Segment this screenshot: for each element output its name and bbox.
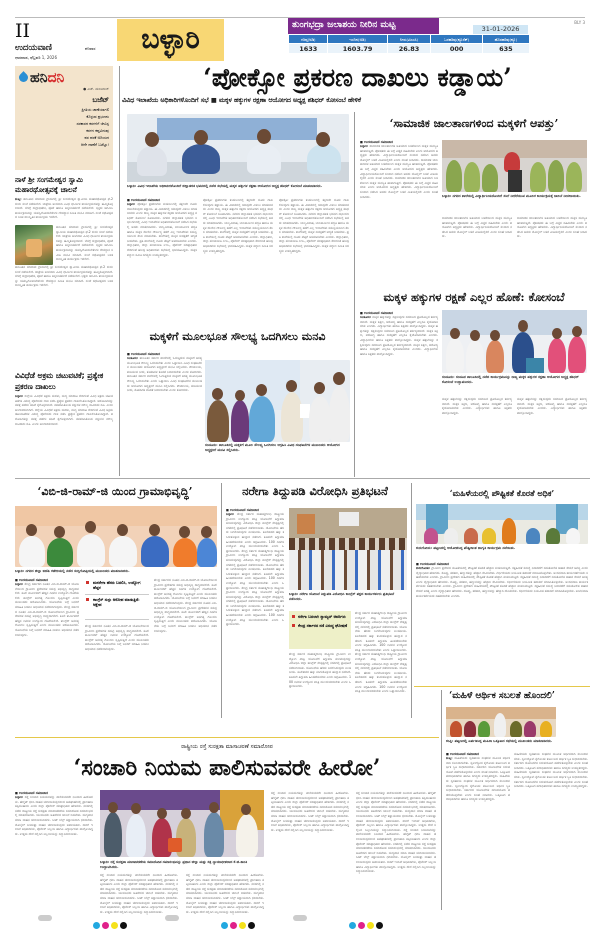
value-inflow: 000 [431, 44, 482, 54]
byline: ■ ಉದಯವಾಣಿ ಸಮಾಚಾರ [360, 311, 438, 315]
vbg-body [15, 578, 217, 718]
column-divider [221, 483, 222, 718]
article-body: ಬಳ್ಳಾರಿ: ಸಾಮಾಜಿಕ ಜಾಲತಾಣಗಳ ಅತಿಯಾದ ಬಳಕೆಯಿಂದ ಮಕ್ಕಳ ಮನಸ್ಥಿತಿ ಹಾಳಾಗುತ್ತಿದೆ. ಪೋಷಕರು ಈ ಬಗ್ಗೆ ಎಚ್ಚರ ವಹಿಸಬೇಕು ಎಂದು ಆಯೋಗದ ಅಧ್ಯಕ್ಷರು ಹೇಳಿದರು. ವಿದ್ಯಾರ್ಥಿನಿಯರೊಂದಿಗೆ ಸಂವಾದ ನಡೆಸಿದ ಅವರು ಮೊಬೈಲ್ ಬಳಕೆ ಮಿತಿಯಲ್ಲಿರಲಿ ಎಂದು ಸಲಹೆ ನೀಡಿದರು. ಸಾಮಾಜಿಕ ಜಾಲತಾಣಗಳ ಅತಿಯಾದ ಬಳಕೆಯಿಂದ ಮಕ್ಕಳ ಮನಸ್ಥಿತಿ ಹಾಳಾಗುತ್ತಿದೆ. ಪೋಷಕರು ಈ ಬಗ್ಗೆ ಎಚ್ಚರ ವಹಿಸಬೇಕು ಎಂದು ಆಯೋಗದ ಅಧ್ಯಕ್ಷರು ಹೇಳಿದರು. ವಿದ್ಯಾರ್ಥಿನಿಯರೊಂದಿಗೆ ಸಂವಾದ ನಡೆಸಿದ ಅವರು ಮೊಬೈಲ್ ಬಳಕೆ ಮಿತಿಯಲ್ಲಿರಲಿ ಎಂದು ಸಲಹೆ ನೀಡಿದರು. ಸಾಮಾಜಿಕ ಜಾಲತಾಣಗಳ ಅತಿಯಾದ ಬಳಕೆಯಿಂದ ಮಕ್ಕಳ ಮನಸ್ಥಿತಿ ಹಾಳಾಗುತ್ತಿದೆ. ಪೋಷಕರು ಈ ಬಗ್ಗೆ ಎಚ್ಚರ ವಹಿಸಬೇಕು ಎಂದು ಆಯೋಗದ ಅಧ್ಯಕ್ಷರು ಹೇಳಿದರು. ವಿದ್ಯಾರ್ಥಿನಿಯರೊಂದಿಗೆ ಸಂವಾದ ನಡೆಸಿದ ಅವರು ಮೊಬೈಲ್ ಬಳಕೆ ಮಿತಿಯಲ್ಲಿರಲಿ ಎಂದು ಸಲಹೆ ನೀಡಿದರು. [360, 144, 439, 199]
value-today: 1603.79 [328, 44, 387, 54]
poem-line: ಸರಕಾರದ ಕರಗಳಿಗೆ ಜೀವಿಸ್ಸ [76, 121, 109, 126]
lead-caption: ಬಳ್ಳಾರಿ: ವಿವಿಧ ಇಲಾಖೆಯ ಅಧಿಕಾರಿಗಳೊಂದಿಗೆ ಜಿಲ್ಲಾಡಳಿತ ಭವನದಲ್ಲಿ ನಡೆದ ಸಭೆಯಲ್ಲಿ ಮಕ್ಕಳ ಹಕ್ಕುಗಳ ರಕ್ಷಣಾ ಆಯೋಗದ ಅಧ್ಯಕ್ಷ ಶಶಿಧರ್ ಕೋಸಂಬೆ ಮಾತನಾಡಿದರು. [127, 184, 323, 188]
article-body: ತಾಲೂಕಿನ ಮಾರಾಳು ಗ್ರಾಮದಲ್ಲಿ ಶ್ರೀ ಸಂಗಮೇಶ್ವರ ಸ್ವಾಮಿಯ ಮಹಾರಥೋತ್ಸವ ಫೆ.2 ರಂದು ಸಂಜೆ ನಡೆಯಲಿದೆ. ಜಾತ್ರೆಯ ಅಂಗವಾಗಿ ವಿವಿಧ ಧಾರ್ಮಿಕ ಕಾರ್ಯಕ್ರಮಗಳನ್ನು ಹಮ್ಮಿಕೊಳ್ಳಲಾಗಿದೆ. ಬೆಳಗ್ಗೆ ರುದ್ರಾಭಿಷೇಕ, ಪೂಜೆ ಹಾಗೂ ಅನ್ನಸಂತರ್ಪಣೆ ನಡೆಯಲಿದೆ. ಭಕ್ತರು ಆಗಮಿಸಿ ಕಾರ್ಯಕ್ರಮವನ್ನು ಯಶಸ್ವಿಗೊಳಿಸಬೇಕೆಂದು ದೇವಸ್ಥಾನ ಸಮಿತಿ ಮನವಿ ಮಾಡಿದೆ. ಸಂಜೆ ರಥೋತ್ಸವದ ಬಳಿಕ ಸಾಂಸ್ಕೃತಿಕ ಕಾರ್ಯಕ್ರಮ ಇರಲಿದೆ. [56, 225, 113, 262]
protest-caption: ಬಳ್ಳಾರಿ: ನರೇಗಾ ಯೋಜನೆ ತಿದ್ದುಪಡಿ ವಿರೋಧಿಸಿ ಕಾಂಗ್ರೆಸ್ ಪಕ್ಷದ ಕಾರ್ಯಕರ್ತರು ಪ್ರತಿಭಟನೆ ನಡೆಸಿದರು. [289, 592, 395, 601]
nutrition-photo [416, 504, 588, 544]
byline: ■ ಉದಯವಾಣಿ ಸಮಾಚಾರ [360, 140, 438, 144]
poem-line: ಪರ ಪರಕೆ ಅದಿಯದ [84, 135, 109, 140]
header-inflow: ಒಳಹರಿವು(ಕ್ಯೂಸೆಕ್) [431, 35, 482, 44]
highlights-box [289, 611, 351, 649]
article-body: ಪೋಕ್ಸೋ ಪ್ರಕರಣಗಳು ಕಂಡುಬಂದಲ್ಲಿ ತಕ್ಷಣವೇ ದೂರು ದಾಖಲಿಸುವುದು ಕಡ್ಡಾಯ. ಈ ವಿಚಾರದಲ್ಲಿ ಯಾವುದೇ ವಿಳಂಬ ಮಾಡಬಾರದು ಎಂದು ರಾಜ್ಯ ಮಕ್ಕಳ ಹಕ್ಕುಗಳ ರಕ್ಷಣಾ ಆಯೋಗದ ಅಧ್ಯಕ್ಷ ಶಶಿಧರ್ ಕೋಸಂಬೆ ಸೂಚಿಸಿದರು. ನಗರದ ಜಿಲ್ಲಾಡಳಿತ ಭವನದ ಸಭಾಂಗಣದಲ್ಲಿ ವಿವಿಧ ಇಲಾಖೆಗಳ ಅಧಿಕಾರಿಗಳೊಂದಿಗೆ ನಡೆಸಿದ ಸಭೆಯಲ್ಲಿ ಅವರು ಮಾತನಾಡಿದರು. ಬಾಲ್ಯವಿವಾಹ, ಬಾಲಕಾರ್ಮಿಕ ಪದ್ಧತಿ ಹಾಗೂ ಮಕ್ಕಳ ಮೇಲಿನ ದೌರ್ಜನ್ಯ ತಡೆಗೆ ಎಲ್ಲ ಇಲಾಖೆಗಳು ಸಮನ್ವಯದಿಂದ ಕೆಲಸ ಮಾಡಬೇಕು. ಶಾಲೆಗಳಲ್ಲಿ ಮಕ್ಕಳ ಸುರಕ್ಷತೆಗೆ ಆದ್ಯತೆ ನೀಡಬೇಕು. ಪ್ರತಿ ಶಾಲೆಯಲ್ಲಿ ದೂರು ಪೆಟ್ಟಿಗೆ ಅಳವಡಿಸಬೇಕು ಎಂದರು. ಜಿಲ್ಲಾಧಿಕಾರಿ, ಜಿಲ್ಲಾ ಪಂಚಾಯಿತಿ ಸಿಇಒ, ಪೊಲೀಸ್ ವರಿಷ್ಠಾಧಿಕಾರಿ ಸೇರಿದಂತೆ ಹಲವು ಅಧಿಕಾರಿಗಳು ಸಭೆಯಲ್ಲಿ ಭಾಗವಹಿಸಿದ್ದರು. ಮಕ್ಕಳ ಕಲ್ಯಾಣ ಸಮಿತಿ ಸದಸ್ಯರು ಉಪಸ್ಥಿತರಿದ್ದರು. [203, 198, 273, 253]
water-drop-icon [17, 71, 30, 84]
cmyk-dots [348, 914, 384, 933]
paper-name: ಉದಯವಾಣಿ [15, 43, 52, 53]
article-body: ಸಂಡೂರು: ತಾಲೂಕಿನ ಸರ್ಕಾರಿ ಶಾಲೆಗಳಲ್ಲಿ ಓದುತ್ತಿರುವ ಮಕ್ಕಳಿಗೆ ಅಗತ್ಯ ಮೂಲಭೂತ ಸೌಲಭ್ಯ ಒದಗಿಸಬೇಕು ಎಂದು ಒತ್ತಾಯಿಸಿ ವಿವಿಧ ಸಂಘಟನೆಗಳ ಮುಖಂಡರು ಆಯೋಗದ ಅಧ್ಯಕ್ಷರಿಗೆ ಮನವಿ ಸಲ್ಲಿಸಿದರು. ಶೌಚಾಲಯ, ಕುಡಿಯುವ ನೀರು, ಕೊಠಡಿಗಳ ಕೊರತೆ ನಿವಾರಿಸಬೇಕು ಎಂದು ಕೋರಿದರು. ತಾಲೂಕಿನ ಸರ್ಕಾರಿ ಶಾಲೆಗಳಲ್ಲಿ ಓದುತ್ತಿರುವ ಮಕ್ಕಳಿಗೆ ಅಗತ್ಯ ಮೂಲಭೂತ ಸೌಲಭ್ಯ ಒದಗಿಸಬೇಕು ಎಂದು ಒತ್ತಾಯಿಸಿ ವಿವಿಧ ಸಂಘಟನೆಗಳ ಮುಖಂಡರು ಆಯೋಗದ ಅಧ್ಯಕ್ಷರಿಗೆ ಮನವಿ ಸಲ್ಲಿಸಿದರು. ಶೌಚಾಲಯ, ಕುಡಿಯುವ ನೀರು, ಕೊಠಡಿಗಳ ಕೊರತೆ ನಿವಾರಿಸಬೇಕು ಎಂದು ಕೋರಿದರು. [127, 356, 203, 393]
women-2-headline: ‘ಮಹಿಳೆ ಆರ್ಥಿಕ ಸಬಲತೆ ಹೊಂದಲಿ’ [449, 691, 555, 701]
cmyk-dots [220, 914, 256, 933]
poem-line: ಆದೇ ದಾಣೆಗೆ ಬಜೆಟ್ಟು! [80, 142, 109, 147]
nutrition-caption: ಕುರುಗೋಡು: ಪಟ್ಟಣದಲ್ಲಿ ಆಯೋಜಿಸಿದ್ದ ಪೌಷ್ಟಿಕಾಂಶ ಜಾಗೃತಿ ಕಾರ್ಯಕ್ರಮ ನಡೆಯಿತು. [416, 546, 516, 550]
narega-headline: ನರೇಗಾ ತಿದ್ದುಪಡಿ ವಿರೋಧಿಸಿ ಪ್ರತಿಭಟನೆ [242, 484, 388, 498]
city-title-box [117, 19, 224, 61]
page-number: II [15, 20, 31, 42]
dateline: ಸಂಡೂರು: [360, 315, 372, 319]
article-body: ಕೇಂದ್ರ ಸರ್ಕಾರದ ನೂತನ ವಿಬಿ-ಜಿ-ರಾಮ್-ಜಿ ಯೋಜನೆಯಿಂದ ಗ್ರಾಮೀಣ ಪ್ರದೇಶಗಳ ಸಮಗ್ರ ಅಭಿವೃದ್ಧಿ ಸಾಧ್ಯವಾಗಲಿದೆ. ಕೂಲಿ ಕಾರ್ಮಿಕರಿಗೆ ಹೆಚ್ಚಿನ ದಿನಗಳ ಉದ್ಯೋಗ ದೊರೆಯಲಿದೆ. ಕಾಂಗ್ರೆಸ್ ಅನಗತ್ಯ ಗೊಂದಲ ಸೃಷ್ಟಿಸುತ್ತಿದೆ ಎಂದು ಮುಖಂಡರು ಆರೋಪಿಸಿದರು. ಯೋಜನೆಯ ಬಗ್ಗೆ ಜನರಿಗೆ ಮಾಹಿತಿ ನೀಡಲು ಅಭಿಯಾನ ನಡೆಸಲಾಗುವುದು. [85, 624, 149, 651]
hani-dani-heading: ಬಜೆಟ್ [92, 96, 109, 104]
water-level-table [288, 34, 530, 54]
women-meeting-caption: ಕಂಪ್ಲಿ: ಪಟ್ಟಣದಲ್ಲಿ ಏರ್ಪಡಿಸಿದ್ದ ಮಹಿಳಾ ಒಕ್ಕೂಟದ ಸಭೆಯಲ್ಲಿ ಮುಖಂಡರು ಮಾತನಾಡಿದರು. [446, 739, 553, 743]
pledge-photo [442, 310, 587, 373]
byline: ■ ಉದಯವಾಣಿ ಸಮಾಚಾರ [127, 352, 202, 356]
article-body [15, 197, 113, 223]
column-divider [354, 112, 355, 477]
page-code: BLY 3 [574, 20, 585, 25]
water-level-date: 31-01-2026 [473, 25, 528, 34]
registration-pill [165, 915, 179, 921]
women-2-story [446, 752, 510, 906]
right-story-1-headline: ‘ಸಾಮಾಜಿಕ ಜಾಲತಾಣಗಳಿಂದ ಮಕ್ಕಳಿಗೆ ಆಪತ್ತು’ [389, 117, 559, 130]
article-body: ಸಾಮಾಜಿಕ ಜಾಲತಾಣಗಳ ಅತಿಯಾದ ಬಳಕೆಯಿಂದ ಮಕ್ಕಳ ಮನಸ್ಥಿತಿ ಹಾಳಾಗುತ್ತಿದೆ. ಪೋಷಕರು ಈ ಬಗ್ಗೆ ಎಚ್ಚರ ವಹಿಸಬೇಕು ಎಂದು ಆಯೋಗದ ಅಧ್ಯಕ್ಷರು ಹೇಳಿದರು. ವಿದ್ಯಾರ್ಥಿನಿಯರೊಂದಿಗೆ ಸಂವಾದ ನಡೆಸಿದ ಅವರು ಮೊಬೈಲ್ ಬಳಕೆ ಮಿತಿಯಲ್ಲಿರಲಿ ಎಂದು ಸಲಹೆ ನೀಡಿದರು. [442, 216, 512, 239]
article-body: ರಸ್ತೆ ಸಂಚಾರ ನಿಯಮಗಳನ್ನು ಪಾಲಿಸುವವರೇ ನಿಜವಾದ ಹೀರೋಗಳು. ಹೆಲ್ಮೆಟ್ ಧರಿಸಿ ವಾಹನ ಚಲಾಯಿಸುವುದರಿಂದ ಅಪಘಾತಗಳಲ್ಲಿ ಪ್ರಾಣಹಾನಿ ತಪ್ಪಿಸಬಹುದು ಎಂದು ಜಿಲ್ಲಾ ಪೊಲೀಸ್ ವರಿಷ್ಠಾಧಿಕಾರಿ ಹೇಳಿದರು. ನಗರದಲ್ಲಿ ನಡೆದ ರಾಷ್ಟ್ರೀಯ ರಸ್ತೆ ಸುರಕ್ಷತಾ ಮಾಸಾಚರಣೆಯ ಸಮಾರೋಪ ಸಮಾರಂಭದಲ್ಲಿ ಮಾತನಾಡಿದರು. ಯುವಜನರು ಅತಿವೇಗದ ಚಾಲನೆ ಬಿಡಬೇಕು. ಮದ್ಯಪಾನ ಮಾಡಿ ವಾಹನ ಚಲಾಯಿಸಬಾರದು. ಸೀಟ್ ಬೆಲ್ಟ್ ಕಡ್ಡಾಯವಾಗಿ ಧರಿಸಬೇಕು. ಮೊಬೈಲ್ ಬಳಸುತ್ತಾ ವಾಹನ ಚಲಾಯಿಸುವುದು ಅಪಾಯಕಾರಿ. ಸಾರಿಗೆ ಇಲಾಖೆ ಅಧಿಕಾರಿಗಳು, ಪೊಲೀಸ್ ಸಿಬ್ಬಂದಿ ಹಾಗೂ ವಿದ್ಯಾರ್ಥಿಗಳು ಪಾಲ್ಗೊಂಡಿದ್ದರು. ಉತ್ತಮ ಸೇವೆ ಸಲ್ಲಿಸಿದ ಸಿಬ್ಬಂದಿಯನ್ನು ಸನ್ಮಾನಿಸಲಾಯಿತು. [100, 873, 178, 914]
dateline: ಬಳ್ಳಾರಿ: [15, 394, 24, 398]
lead-photo [127, 114, 349, 182]
registration-pill [293, 915, 307, 921]
dateline: ಸಂಡೂರು: [127, 356, 139, 360]
byline: ■ ಉದಯವಾಣಿ ಸಮಾಚಾರ [127, 198, 197, 202]
poem-line: ಪ್ರೀತಿಯ ಜಾಣೆಯಾಗಲಿ [81, 107, 109, 112]
right-story-2 [360, 311, 438, 475]
article-body: ರಸ್ತೆ ಸಂಚಾರ ನಿಯಮಗಳನ್ನು ಪಾಲಿಸುವವರೇ ನಿಜವಾದ ಹೀರೋಗಳು. ಹೆಲ್ಮೆಟ್ ಧರಿಸಿ ವಾಹನ ಚಲಾಯಿಸುವುದರಿಂದ ಅಪಘಾತಗಳಲ್ಲಿ ಪ್ರಾಣಹಾನಿ ತಪ್ಪಿಸಬಹುದು ಎಂದು ಜಿಲ್ಲಾ ಪೊಲೀಸ್ ವರಿಷ್ಠಾಧಿಕಾರಿ ಹೇಳಿದರು. ನಗರದಲ್ಲಿ ನಡೆದ ರಾಷ್ಟ್ರೀಯ ರಸ್ತೆ ಸುರಕ್ಷತಾ ಮಾಸಾಚರಣೆಯ ಸಮಾರೋಪ ಸಮಾರಂಭದಲ್ಲಿ ಮಾತನಾಡಿದರು. ಯುವಜನರು ಅತಿವೇಗದ ಚಾಲನೆ ಬಿಡಬೇಕು. ಮದ್ಯಪಾನ ಮಾಡಿ ವಾಹನ ಚಲಾಯಿಸಬಾರದು. ಸೀಟ್ ಬೆಲ್ಟ್ ಕಡ್ಡಾಯವಾಗಿ ಧರಿಸಬೇಕು. ಮೊಬೈಲ್ ಬಳಸುತ್ತಾ ವಾಹನ ಚಲಾಯಿಸುವುದು ಅಪಾಯಕಾರಿ. ಸಾರಿಗೆ ಇಲಾಖೆ ಅಧಿಕಾರಿಗಳು, ಪೊಲೀಸ್ ಸಿಬ್ಬಂದಿ ಹಾಗೂ ವಿದ್ಯಾರ್ಥಿಗಳು ಪಾಲ್ಗೊಂಡಿದ್ದರು. ಉತ್ತಮ ಸೇವೆ ಸಲ್ಲಿಸಿದ ಸಿಬ್ಬಂದಿಯನ್ನು ಸನ್ಮಾನಿಸಲಾಯಿತು. [271, 791, 349, 832]
hani-dani-author: ● ಎಚ್. ಡುಂಡಿರಾಜ್ [83, 87, 109, 91]
registration-marks [0, 912, 600, 924]
temple-photo [15, 225, 53, 265]
right-story-1 [360, 140, 438, 288]
protest-photo [289, 508, 407, 590]
article-body: ಬಳ್ಳಾರಿ: ಕೇಂದ್ರ ಸರ್ಕಾರದ ನೂತನ ವಿಬಿ-ಜಿ-ರಾಮ್-ಜಿ ಯೋಜನೆಯಿಂದ ಗ್ರಾಮೀಣ ಪ್ರದೇಶಗಳ ಸಮಗ್ರ ಅಭಿವೃದ್ಧಿ ಸಾಧ್ಯವಾಗಲಿದೆ. ಕೂಲಿ ಕಾರ್ಮಿಕರಿಗೆ ಹೆಚ್ಚಿನ ದಿನಗಳ ಉದ್ಯೋಗ ದೊರೆಯಲಿದೆ. ಕಾಂಗ್ರೆಸ್ ಅನಗತ್ಯ ಗೊಂದಲ ಸೃಷ್ಟಿಸುತ್ತಿದೆ ಎಂದು ಮುಖಂಡರು ಆರೋಪಿಸಿದರು. ಯೋಜನೆಯ ಬಗ್ಗೆ ಜನರಿಗೆ ಮಾಹಿತಿ ನೀಡಲು ಅಭಿಯಾನ ನಡೆಸಲಾಗುವುದು. ಕೇಂದ್ರ ಸರ್ಕಾರದ ನೂತನ ವಿಬಿ-ಜಿ-ರಾಮ್-ಜಿ ಯೋಜನೆಯಿಂದ ಗ್ರಾಮೀಣ ಪ್ರದೇಶಗಳ ಸಮಗ್ರ ಅಭಿವೃದ್ಧಿ ಸಾಧ್ಯವಾಗಲಿದೆ. ಕೂಲಿ ಕಾರ್ಮಿಕರಿಗೆ ಹೆಚ್ಚಿನ ದಿನಗಳ ಉದ್ಯೋಗ ದೊರೆಯಲಿದೆ. ಕಾಂಗ್ರೆಸ್ ಅನಗತ್ಯ ಗೊಂದಲ ಸೃಷ್ಟಿಸುತ್ತಿದೆ ಎಂದು ಮುಖಂಡರು ಆರೋಪಿಸಿದರು. ಯೋಜನೆಯ ಬಗ್ಗೆ ಜನರಿಗೆ ಮಾಹಿತಿ ನೀಡಲು ಅಭಿಯಾನ ನಡೆಸಲಾಗುವುದು. [15, 582, 80, 637]
cmyk-dots [92, 914, 128, 933]
body-text: ತಾಲೂಕಿನ ಮಾರಾಳು ಗ್ರಾಮದಲ್ಲಿ ಶ್ರೀ ಸಂಗಮೇಶ್ವರ ಸ್ವಾಮಿಯ ಮಹಾರಥೋತ್ಸವ ಫೆ.2 ರಂದು ಸಂಜೆ ನಡೆಯಲಿದೆ. ಜಾತ್ರೆಯ ಅಂಗವಾಗಿ ವಿವಿಧ ಧಾರ್ಮಿಕ ಕಾರ್ಯಕ್ರಮಗಳನ್ನು ಹಮ್ಮಿಕೊಳ್ಳಲಾಗಿದೆ. ಬೆಳಗ್ಗೆ ರುದ್ರಾಭಿಷೇಕ, ಪೂಜೆ ಹಾಗೂ ಅನ್ನಸಂತರ್ಪಣೆ ನಡೆಯಲಿದೆ. ಭಕ್ತರು ಆಗಮಿಸಿ ಕಾರ್ಯಕ್ರಮವನ್ನು ಯಶಸ್ವಿಗೊಳಿಸಬೇಕೆಂದು ದೇವಸ್ಥಾನ ಸಮಿತಿ ಮನವಿ ಮಾಡಿದೆ. ಸಂಜೆ ರಥೋತ್ಸವದ ಬಳಿಕ ಸಾಂಸ್ಕೃತಿಕ ಕಾರ್ಯಕ್ರಮ ಇರಲಿದೆ. [15, 197, 113, 220]
registration-pill [38, 915, 52, 921]
value-water: 26.83 [387, 44, 431, 54]
poem-line: ಕರಗಳ ಕಷ್ಟವಿದುವು [86, 128, 109, 133]
left-story-1 [15, 175, 113, 301]
header-outflow: ಹೊರಹರಿವು(ಕ್ಯೂ) [482, 35, 529, 44]
column-divider [119, 66, 120, 476]
hani-label: ಹನಿ [30, 70, 48, 86]
pledge-caption: ಸಂಡೂರು: ಸಂಡೂರ ತಾಲೂಕಿನಲ್ಲಿ ನಡೆದ ಕಾರ್ಯಕ್ರಮವನ್ನು ರಾಜ್ಯ ಮಕ್ಕಳ ಹಕ್ಕುಗಳ ರಕ್ಷಣಾ ಆಯೋಗದ ಅಧ್ಯಕ್ಷ ಶಶಿಧರ್ ಕೋಸಂಬೆ ಉದ್ಘಾಟಿಸಿದರು. [442, 375, 579, 384]
bottom-kicker: ರಾಷ್ಟ್ರೀಯ ರಸ್ತೆ ಸುರಕ್ಷತಾ ಮಾಸಾಚರಣೆ ಸಮಾರೋಪ [181, 744, 273, 750]
poem-line: ಕೊಳ್ಳುವ ಪ್ರಭಣನು [86, 114, 109, 119]
right-story-2-headline: ಮಕ್ಕಳ ಹಕ್ಕುಗಳ ರಕ್ಷಣೆ ಎಲ್ಲರ ಹೊಣೆ: ಕೋಸಂಬೆ [383, 290, 565, 304]
vbg-headline: ‘ವಿಬಿ-ಜಿ-ರಾಮ್‌-ಜಿ ಯಿಂದ ಗ್ರಾಮಾಭಿವೃದ್ಧಿ’ [37, 485, 193, 498]
byline: ■ ಉದಯವಾಣಿ ಸಮಾಚಾರ [15, 578, 79, 582]
lead-subhead: ವಿವಿಧ ಇಲಾಖೆಯ ಅಧಿಕಾರಿಗಳೊಂದಿಗೆ ಸಭೆ ■ ಮಕ್ಕಳ ಹಕ್ಕುಗಳ ರಕ್ಷಣಾ ಆಯೋಗದ ಅಧ್ಯಕ್ಷ ಶಶಿಧರ್‌ ಕೋಸಂಬೆ ಹೇಳಿಕೆ [122, 97, 361, 104]
column-divider [411, 483, 412, 718]
highlight-item: ನರೇಗಾ ಬದಲಾಗಿ ಸ್ವಾಮ್ಯದ್ ಆವರಿಗಳು [291, 614, 349, 619]
dateline: ಕಂಪ್ಲಿ: [15, 197, 22, 201]
column-divider [441, 690, 442, 910]
memorandum-photo [205, 360, 350, 442]
headline: ನಾಳೆ ಶ್ರೀ ಸಂಗಮೇಶ್ವರ ಸ್ವಾಮಿ ಮಹಾರಥೋತ್ಸವಕ್ಕೆ ಚಾಲನೆ [15, 175, 84, 194]
article-body: ಕಂಪ್ಲಿ: ಮಹಿಳೆಯರು ಸ್ವಸಹಾಯ ಸಂಘಗಳ ಮೂಲಕ ಆರ್ಥಿಕವಾಗಿ ಸಬಲರಾಗಬೇಕು. ಸ್ವಉದ್ಯೋಗ ಕೈಗೊಂಡು ಕುಟುಂಬದ ಆರ್ಥಿಕ ಸ್ಥಿತಿ ಸುಧಾರಿಸಬೇಕು. ಸರ್ಕಾರದ ಯೋಜನೆಗಳ ಸದುಪಯೋಗ ಪಡೆದುಕೊಳ್ಳಬೇಕು ಎಂದು ಸಲಹೆ ನೀಡಿದರು. ಒಕ್ಕೂಟದ ಪದಾಧಿಕಾರಿಗಳು ಹಾಗೂ ಸದಸ್ಯರು ಉಪಸ್ಥಿತರಿದ್ದರು. ಮಹಿಳೆಯರು ಸ್ವಸಹಾಯ ಸಂಘಗಳ ಮೂಲಕ ಆರ್ಥಿಕವಾಗಿ ಸಬಲರಾಗಬೇಕು. ಸ್ವಉದ್ಯೋಗ ಕೈಗೊಂಡು ಕುಟುಂಬದ ಆರ್ಥಿಕ ಸ್ಥಿತಿ ಸುಧಾರಿಸಬೇಕು. ಸರ್ಕಾರದ ಯೋಜನೆಗಳ ಸದುಪಯೋಗ ಪಡೆದುಕೊಳ್ಳಬೇಕು ಎಂದು ಸಲಹೆ ನೀಡಿದರು. ಒಕ್ಕೂಟದ ಪದಾಧಿಕಾರಿಗಳು ಹಾಗೂ ಸದಸ್ಯರು ಉಪಸ್ಥಿತರಿದ್ದರು. [446, 756, 510, 802]
pull-quote: ಕಾಂಗ್ರೆಸ್ ಸುಳ್ಳು ಆರೋಪ ಮಾಡುತ್ತಿದೆ: ಆಕ್ಷೇಪ [85, 594, 149, 609]
lead-headline: ‘ಪೋಕ್ಸೋ ಪ್ರಕರಣ ದಾಖಲು ಕಡ್ಡಾಯ’ [203, 63, 512, 92]
article-body: ಬಳ್ಳಾರಿ: ರಸ್ತೆ ಸಂಚಾರ ನಿಯಮಗಳನ್ನು ಪಾಲಿಸುವವರೇ ನಿಜವಾದ ಹೀರೋಗಳು. ಹೆಲ್ಮೆಟ್ ಧರಿಸಿ ವಾಹನ ಚಲಾಯಿಸುವುದರಿಂದ ಅಪಘಾತಗಳಲ್ಲಿ ಪ್ರಾಣಹಾನಿ ತಪ್ಪಿಸಬಹುದು ಎಂದು ಜಿಲ್ಲಾ ಪೊಲೀಸ್ ವರಿಷ್ಠಾಧಿಕಾರಿ ಹೇಳಿದರು. ನಗರದಲ್ಲಿ ನಡೆದ ರಾಷ್ಟ್ರೀಯ ರಸ್ತೆ ಸುರಕ್ಷತಾ ಮಾಸಾಚರಣೆಯ ಸಮಾರೋಪ ಸಮಾರಂಭದಲ್ಲಿ ಮಾತನಾಡಿದರು. ಯುವಜನರು ಅತಿವೇಗದ ಚಾಲನೆ ಬಿಡಬೇಕು. ಮದ್ಯಪಾನ ಮಾಡಿ ವಾಹನ ಚಲಾಯಿಸಬಾರದು. ಸೀಟ್ ಬೆಲ್ಟ್ ಕಡ್ಡಾಯವಾಗಿ ಧರಿಸಬೇಕು. ಮೊಬೈಲ್ ಬಳಸುತ್ತಾ ವಾಹನ ಚಲಾಯಿಸುವುದು ಅಪಾಯಕಾರಿ. ಸಾರಿಗೆ ಇಲಾಖೆ ಅಧಿಕಾರಿಗಳು, ಪೊಲೀಸ್ ಸಿಬ್ಬಂದಿ ಹಾಗೂ ವಿದ್ಯಾರ್ಥಿಗಳು ಪಾಲ್ಗೊಂಡಿದ್ದರು. ಉತ್ತಮ ಸೇವೆ ಸಲ್ಲಿಸಿದ ಸಿಬ್ಬಂದಿಯನ್ನು ಸನ್ಮಾನಿಸಲಾಯಿತು. [15, 795, 94, 836]
mid-story [127, 352, 202, 474]
hani-dani-box [15, 66, 113, 170]
header-water: ನೀರು(ಟಿಎಂಸಿ) [387, 35, 431, 44]
date-line: ಧಾರವಾಡ, ಫೆಬ್ರವರಿ 1, 2026 [15, 55, 58, 60]
byline: ■ ಉದಯವಾಣಿ ಸಮಾಚಾರ [416, 562, 588, 566]
value-max: 1633 [289, 44, 328, 54]
article-body: ಕೇಂದ್ರ ಸರ್ಕಾರ ಮಹಾತ್ಮಗಾಂಧಿ ರಾಷ್ಟ್ರೀಯ ಗ್ರಾಮೀಣ ಉದ್ಯೋಗ ಖಾತ್ರಿ ಯೋಜನೆಗೆ ತಿದ್ದುಪಡಿ ತಂದಿರುವುದನ್ನು ವಿರೋಧಿಸಿ ಜಿಲ್ಲಾ ಕಾಂಗ್ರೆಸ್ ನೇತೃತ್ವದಲ್ಲಿ ನಗರದಲ್ಲಿ ಪ್ರತಿಭಟನೆ ನಡೆಸಲಾಯಿತು. ಯೋಜನೆಯ ಹೆಸರು ಬದಲಿಸಿರುವುದು ಖಂಡನೀಯ. ಕೂಲಿಕಾರರ ಹಕ್ಕು ಕಸಿದುಕೊಳ್ಳುವ ಹುನ್ನಾರ ನಡೆದಿದೆ. ಕೂಡಲೇ ತಿದ್ದುಪಡಿ ಹಿಂಪಡೆಯಬೇಕು ಎಂದು ಆಗ್ರಹಿಸಿದರು. 100 ದಿನಗಳ ಉದ್ಯೋಗ ಖಾತ್ರಿ ಮುಂದುವರಿಸಬೇಕು ಎಂದು ಒತ್ತಾಯಿಸಿದರು. [289, 652, 351, 689]
article-body: ಬಳ್ಳಾರಿ: ಕೇಂದ್ರ ಸರ್ಕಾರ ಮಹಾತ್ಮಗಾಂಧಿ ರಾಷ್ಟ್ರೀಯ ಗ್ರಾಮೀಣ ಉದ್ಯೋಗ ಖಾತ್ರಿ ಯೋಜನೆಗೆ ತಿದ್ದುಪಡಿ ತಂದಿರುವುದನ್ನು ವಿರೋಧಿಸಿ ಜಿಲ್ಲಾ ಕಾಂಗ್ರೆಸ್ ನೇತೃತ್ವದಲ್ಲಿ ನಗರದಲ್ಲಿ ಪ್ರತಿಭಟನೆ ನಡೆಸಲಾಯಿತು. ಯೋಜನೆಯ ಹೆಸರು ಬದಲಿಸಿರುವುದು ಖಂಡನೀಯ. ಕೂಲಿಕಾರರ ಹಕ್ಕು ಕಸಿದುಕೊಳ್ಳುವ ಹುನ್ನಾರ ನಡೆದಿದೆ. ಕೂಡಲೇ ತಿದ್ದುಪಡಿ ಹಿಂಪಡೆಯಬೇಕು ಎಂದು ಆಗ್ರಹಿಸಿದರು. 100 ದಿನಗಳ ಉದ್ಯೋಗ ಖಾತ್ರಿ ಮುಂದುವರಿಸಬೇಕು ಎಂದು ಒತ್ತಾಯಿಸಿದರು. ಕೇಂದ್ರ ಸರ್ಕಾರ ಮಹಾತ್ಮಗಾಂಧಿ ರಾಷ್ಟ್ರೀಯ ಗ್ರಾಮೀಣ ಉದ್ಯೋಗ ಖಾತ್ರಿ ಯೋಜನೆಗೆ ತಿದ್ದುಪಡಿ ತಂದಿರುವುದನ್ನು ವಿರೋಧಿಸಿ ಜಿಲ್ಲಾ ಕಾಂಗ್ರೆಸ್ ನೇತೃತ್ವದಲ್ಲಿ ನಗರದಲ್ಲಿ ಪ್ರತಿಭಟನೆ ನಡೆಸಲಾಯಿತು. ಯೋಜನೆಯ ಹೆಸರು ಬದಲಿಸಿರುವುದು ಖಂಡನೀಯ. ಕೂಲಿಕಾರರ ಹಕ್ಕು ಕಸಿದುಕೊಳ್ಳುವ ಹುನ್ನಾರ ನಡೆದಿದೆ. ಕೂಡಲೇ ತಿದ್ದುಪಡಿ ಹಿಂಪಡೆಯಬೇಕು ಎಂದು ಆಗ್ರಹಿಸಿದರು. 100 ದಿನಗಳ ಉದ್ಯೋಗ ಖಾತ್ರಿ ಮುಂದುವರಿಸಬೇಕು ಎಂದು ಒತ್ತಾಯಿಸಿದರು. ಕೇಂದ್ರ ಸರ್ಕಾರ ಮಹಾತ್ಮಗಾಂಧಿ ರಾಷ್ಟ್ರೀಯ ಗ್ರಾಮೀಣ ಉದ್ಯೋಗ ಖಾತ್ರಿ ಯೋಜನೆಗೆ ತಿದ್ದುಪಡಿ ತಂದಿರುವುದನ್ನು ವಿರೋಧಿಸಿ ಜಿಲ್ಲಾ ಕಾಂಗ್ರೆಸ್ ನೇತೃತ್ವದಲ್ಲಿ ನಗರದಲ್ಲಿ ಪ್ರತಿಭಟನೆ ನಡೆಸಲಾಯಿತು. ಯೋಜನೆಯ ಹೆಸರು ಬದಲಿಸಿರುವುದು ಖಂಡನೀಯ. ಕೂಲಿಕಾರರ ಹಕ್ಕು ಕಸಿದುಕೊಳ್ಳುವ ಹುನ್ನಾರ ನಡೆದಿದೆ. ಕೂಡಲೇ ತಿದ್ದುಪಡಿ ಹಿಂಪಡೆಯಬೇಕು ಎಂದು ಆಗ್ರಹಿಸಿದರು. 100 ದಿನಗಳ ಉದ್ಯೋಗ ಖಾತ್ರಿ ಮುಂದುವರಿಸಬೇಕು ಎಂದು ಒತ್ತಾಯಿಸಿದರು. [226, 512, 285, 627]
water-level-box [288, 18, 558, 61]
dateline: ಕುರುಗೋಡು: [416, 566, 431, 570]
dateline: ಬಳ್ಳಾರಿ: [360, 144, 369, 148]
edition-label: ಶನಿವಾರ [85, 46, 96, 51]
women-1-headline: ‘ಮಹಿಳೆಯರಲ್ಲಿ ಪೌಷ್ಟಿಕತೆ ಕೊರತೆ ಅಧಿಕ’ [449, 488, 555, 498]
dateline: ಕಂಪ್ಲಿ: [446, 756, 453, 760]
headline: ವಿವಿಧೆಡೆ ಅಕ್ರಮ ಚಟುವಟಿಕೆ; ಪ್ರತ್ಯೇಕ ಪ್ರಕರಣ ದಾಖಲು [15, 371, 104, 391]
section-divider [15, 478, 590, 479]
bottom-headline: ‘ಸಂಚಾರಿ ನಿಯಮ ಪಾಲಿಸುವವರೇ ಹೀರೋ’ [73, 755, 381, 781]
lead-body [127, 198, 349, 324]
article-body: ಬಳ್ಳಾರಿ: ಪೋಕ್ಸೋ ಪ್ರಕರಣಗಳು ಕಂಡುಬಂದಲ್ಲಿ ತಕ್ಷಣವೇ ದೂರು ದಾಖಲಿಸುವುದು ಕಡ್ಡಾಯ. ಈ ವಿಚಾರದಲ್ಲಿ ಯಾವುದೇ ವಿಳಂಬ ಮಾಡಬಾರದು ಎಂದು ರಾಜ್ಯ ಮಕ್ಕಳ ಹಕ್ಕುಗಳ ರಕ್ಷಣಾ ಆಯೋಗದ ಅಧ್ಯಕ್ಷ ಶಶಿಧರ್ ಕೋಸಂಬೆ ಸೂಚಿಸಿದರು. ನಗರದ ಜಿಲ್ಲಾಡಳಿತ ಭವನದ ಸಭಾಂಗಣದಲ್ಲಿ ವಿವಿಧ ಇಲಾಖೆಗಳ ಅಧಿಕಾರಿಗಳೊಂದಿಗೆ ನಡೆಸಿದ ಸಭೆಯಲ್ಲಿ ಅವರು ಮಾತನಾಡಿದರು. ಬಾಲ್ಯವಿವಾಹ, ಬಾಲಕಾರ್ಮಿಕ ಪದ್ಧತಿ ಹಾಗೂ ಮಕ್ಕಳ ಮೇಲಿನ ದೌರ್ಜನ್ಯ ತಡೆಗೆ ಎಲ್ಲ ಇಲಾಖೆಗಳು ಸಮನ್ವಯದಿಂದ ಕೆಲಸ ಮಾಡಬೇಕು. ಶಾಲೆಗಳಲ್ಲಿ ಮಕ್ಕಳ ಸುರಕ್ಷತೆಗೆ ಆದ್ಯತೆ ನೀಡಬೇಕು. ಪ್ರತಿ ಶಾಲೆಯಲ್ಲಿ ದೂರು ಪೆಟ್ಟಿಗೆ ಅಳವಡಿಸಬೇಕು ಎಂದರು. ಜಿಲ್ಲಾಧಿಕಾರಿ, ಜಿಲ್ಲಾ ಪಂಚಾಯಿತಿ ಸಿಇಒ, ಪೊಲೀಸ್ ವರಿಷ್ಠಾಧಿಕಾರಿ ಸೇರಿದಂತೆ ಹಲವು ಅಧಿಕಾರಿಗಳು ಸಭೆಯಲ್ಲಿ ಭಾಗವಹಿಸಿದ್ದರು. ಮಕ್ಕಳ ಕಲ್ಯಾಣ ಸಮಿತಿ ಸದಸ್ಯರು ಉಪಸ್ಥಿತರಿದ್ದರು. [127, 202, 198, 257]
bottom-story [15, 791, 93, 907]
article-body: ಮಕ್ಕಳ ಹಕ್ಕುಗಳನ್ನು ರಕ್ಷಿಸುವುದು ಸಮಾಜದ ಪ್ರತಿಯೊಬ್ಬರ ಕರ್ತವ್ಯವಾಗಿದೆ. ಮಕ್ಕಳ ಶಿಕ್ಷಣ, ಆರೋಗ್ಯ ಹಾಗೂ ಸುರಕ್ಷತೆಗೆ ಎಲ್ಲರೂ ಕೈಜೋಡಿಸಬೇಕು ಎಂದರು. ವಿದ್ಯಾರ್ಥಿಗಳು ಹಾಗೂ ಶಿಕ್ಷಕರು ಪಾಲ್ಗೊಂಡಿದ್ದರು. [517, 397, 587, 415]
article-body: ಕೇಂದ್ರ ಸರ್ಕಾರದ ನೂತನ ವಿಬಿ-ಜಿ-ರಾಮ್-ಜಿ ಯೋಜನೆಯಿಂದ ಗ್ರಾಮೀಣ ಪ್ರದೇಶಗಳ ಸಮಗ್ರ ಅಭಿವೃದ್ಧಿ ಸಾಧ್ಯವಾಗಲಿದೆ. ಕೂಲಿ ಕಾರ್ಮಿಕರಿಗೆ ಹೆಚ್ಚಿನ ದಿನಗಳ ಉದ್ಯೋಗ ದೊರೆಯಲಿದೆ. ಕಾಂಗ್ರೆಸ್ ಅನಗತ್ಯ ಗೊಂದಲ ಸೃಷ್ಟಿಸುತ್ತಿದೆ ಎಂದು ಮುಖಂಡರು ಆರೋಪಿಸಿದರು. ಯೋಜನೆಯ ಬಗ್ಗೆ ಜನರಿಗೆ ಮಾಹಿತಿ ನೀಡಲು ಅಭಿಯಾನ ನಡೆಸಲಾಗುವುದು. ಕೇಂದ್ರ ಸರ್ಕಾರದ ನೂತನ ವಿಬಿ-ಜಿ-ರಾಮ್-ಜಿ ಯೋಜನೆಯಿಂದ ಗ್ರಾಮೀಣ ಪ್ರದೇಶಗಳ ಸಮಗ್ರ ಅಭಿವೃದ್ಧಿ ಸಾಧ್ಯವಾಗಲಿದೆ. ಕೂಲಿ ಕಾರ್ಮಿಕರಿಗೆ ಹೆಚ್ಚಿನ ದಿನಗಳ ಉದ್ಯೋಗ ದೊರೆಯಲಿದೆ. ಕಾಂಗ್ರೆಸ್ ಅನಗತ್ಯ ಗೊಂದಲ ಸೃಷ್ಟಿಸುತ್ತಿದೆ ಎಂದು ಮುಖಂಡರು ಆರೋಪಿಸಿದರು. ಯೋಜನೆಯ ಬಗ್ಗೆ ಜನರಿಗೆ ಮಾಹಿತಿ ನೀಡಲು ಅಭಿಯಾನ ನಡೆಸಲಾಗುವುದು. [154, 578, 217, 633]
memorandum-caption: ಸಂಡೂರು: ತಾಲೂಕಿನಲ್ಲಿ ಮಕ್ಕಳಿಗೆ ಮೂಲ ಸೌಲಭ್ಯ ಒದಗಿಸಲು ಆಗ್ರಹಿಸಿ ವಿವಿಧ ಸಂಘಟನೆಗಳ ಮುಖಂಡರು ಆಯೋಗದ ಅಧ್ಯಕ್ಷರಿಗೆ ಮನವಿ ಸಲ್ಲಿಸಿದರು. [205, 443, 340, 452]
byline: ■ ಉದಯವಾಣಿ ಸಮಾಚಾರ [226, 508, 284, 512]
women-meeting-photo [446, 707, 556, 737]
article-body: ಸಾಮಾಜಿಕ ಜಾಲತಾಣಗಳ ಅತಿಯಾದ ಬಳಕೆಯಿಂದ ಮಕ್ಕಳ ಮನಸ್ಥಿತಿ ಹಾಳಾಗುತ್ತಿದೆ. ಪೋಷಕರು ಈ ಬಗ್ಗೆ ಎಚ್ಚರ ವಹಿಸಬೇಕು ಎಂದು ಆಯೋಗದ ಅಧ್ಯಕ್ಷರು ಹೇಳಿದರು. ವಿದ್ಯಾರ್ಥಿನಿಯರೊಂದಿಗೆ ಸಂವಾದ ನಡೆಸಿದ ಅವರು ಮೊಬೈಲ್ ಬಳಕೆ ಮಿತಿಯಲ್ಲಿರಲಿ ಎಂದು ಸಲಹೆ ನೀಡಿದರು. [517, 216, 587, 239]
article-body: ರಸ್ತೆ ಸಂಚಾರ ನಿಯಮಗಳನ್ನು ಪಾಲಿಸುವವರೇ ನಿಜವಾದ ಹೀರೋಗಳು. ಹೆಲ್ಮೆಟ್ ಧರಿಸಿ ವಾಹನ ಚಲಾಯಿಸುವುದರಿಂದ ಅಪಘಾತಗಳಲ್ಲಿ ಪ್ರಾಣಹಾನಿ ತಪ್ಪಿಸಬಹುದು ಎಂದು ಜಿಲ್ಲಾ ಪೊಲೀಸ್ ವರಿಷ್ಠಾಧಿಕಾರಿ ಹೇಳಿದರು. ನಗರದಲ್ಲಿ ನಡೆದ ರಾಷ್ಟ್ರೀಯ ರಸ್ತೆ ಸುರಕ್ಷತಾ ಮಾಸಾಚರಣೆಯ ಸಮಾರೋಪ ಸಮಾರಂಭದಲ್ಲಿ ಮಾತನಾಡಿದರು. ಯುವಜನರು ಅತಿವೇಗದ ಚಾಲನೆ ಬಿಡಬೇಕು. ಮದ್ಯಪಾನ ಮಾಡಿ ವಾಹನ ಚಲಾಯಿಸಬಾರದು. ಸೀಟ್ ಬೆಲ್ಟ್ ಕಡ್ಡಾಯವಾಗಿ ಧರಿಸಬೇಕು. ಮೊಬೈಲ್ ಬಳಸುತ್ತಾ ವಾಹನ ಚಲಾಯಿಸುವುದು ಅಪಾಯಕಾರಿ. ಸಾರಿಗೆ ಇಲಾಖೆ ಅಧಿಕಾರಿಗಳು, ಪೊಲೀಸ್ ಸಿಬ್ಬಂದಿ ಹಾಗೂ ವಿದ್ಯಾರ್ಥಿಗಳು ಪಾಲ್ಗೊಂಡಿದ್ದರು. ಉತ್ತಮ ಸೇವೆ ಸಲ್ಲಿಸಿದ ಸಿಬ್ಬಂದಿಯನ್ನು ಸನ್ಮಾನಿಸಲಾಯಿತು. [186, 873, 264, 914]
article-body: ಪೋಕ್ಸೋ ಪ್ರಕರಣಗಳು ಕಂಡುಬಂದಲ್ಲಿ ತಕ್ಷಣವೇ ದೂರು ದಾಖಲಿಸುವುದು ಕಡ್ಡಾಯ. ಈ ವಿಚಾರದಲ್ಲಿ ಯಾವುದೇ ವಿಳಂಬ ಮಾಡಬಾರದು ಎಂದು ರಾಜ್ಯ ಮಕ್ಕಳ ಹಕ್ಕುಗಳ ರಕ್ಷಣಾ ಆಯೋಗದ ಅಧ್ಯಕ್ಷ ಶಶಿಧರ್ ಕೋಸಂಬೆ ಸೂಚಿಸಿದರು. ನಗರದ ಜಿಲ್ಲಾಡಳಿತ ಭವನದ ಸಭಾಂಗಣದಲ್ಲಿ ವಿವಿಧ ಇಲಾಖೆಗಳ ಅಧಿಕಾರಿಗಳೊಂದಿಗೆ ನಡೆಸಿದ ಸಭೆಯಲ್ಲಿ ಅವರು ಮಾತನಾಡಿದರು. ಬಾಲ್ಯವಿವಾಹ, ಬಾಲಕಾರ್ಮಿಕ ಪದ್ಧತಿ ಹಾಗೂ ಮಕ್ಕಳ ಮೇಲಿನ ದೌರ್ಜನ್ಯ ತಡೆಗೆ ಎಲ್ಲ ಇಲಾಖೆಗಳು ಸಮನ್ವಯದಿಂದ ಕೆಲಸ ಮಾಡಬೇಕು. ಶಾಲೆಗಳಲ್ಲಿ ಮಕ್ಕಳ ಸುರಕ್ಷತೆಗೆ ಆದ್ಯತೆ ನೀಡಬೇಕು. ಪ್ರತಿ ಶಾಲೆಯಲ್ಲಿ ದೂರು ಪೆಟ್ಟಿಗೆ ಅಳವಡಿಸಬೇಕು ಎಂದರು. ಜಿಲ್ಲಾಧಿಕಾರಿ, ಜಿಲ್ಲಾ ಪಂಚಾಯಿತಿ ಸಿಇಒ, ಪೊಲೀಸ್ ವರಿಷ್ಠಾಧಿಕಾರಿ ಸೇರಿದಂತೆ ಹಲವು ಅಧಿಕಾರಿಗಳು ಸಭೆಯಲ್ಲಿ ಭಾಗವಹಿಸಿದ್ದರು. ಮಕ್ಕಳ ಕಲ್ಯಾಣ ಸಮಿತಿ ಸದಸ್ಯರು ಉಪಸ್ಥಿತರಿದ್ದರು. [279, 198, 349, 253]
hani-dani-title [19, 70, 109, 86]
road-safety-caption: ಬಳ್ಳಾರಿ: ರಸ್ತೆ ಸುರಕ್ಷತಾ ಮಾಸಾಚರಣೆಯ ಸಮಾರೋಪ ಸಮಾರಂಭವನ್ನು ಪ್ರಧಾನ ಜಿಲ್ಲಾ ಮತ್ತು ಸತ್ರ ನ್ಯಾಯಾಧೀಶರಾದ ಕೆ.ಜಿ.ಶಾಂತಿ ಉದ್ಘಾಟಿಸಿದರು. [100, 860, 248, 869]
mid-story-headline: ಮಕ್ಕಳಿಗೆ ಮೂಲಭೂತ ಸೌಲಭ್ಯ ಒದಗಿಸಲು ಮನವಿ [149, 330, 326, 343]
women-1-story [416, 562, 588, 676]
header-today: ಇಂದಿನ(ಅಡಿ) [328, 35, 387, 44]
header-max: ಗರಿಷ್ಠ(ಅಡಿ) [289, 35, 328, 44]
byline: ■ ಉದಯವಾಣಿ ಸಮಾಚಾರ [15, 791, 93, 795]
divider-yellow [15, 737, 439, 738]
body-text: ಜಿಲ್ಲೆಯ ವಿವಿಧೆಡೆ ಅಕ್ರಮ ಮರಳು, ಮದ್ಯ ಮಾರಾಟ ಸೇರಿದಂತೆ ವಿವಿಧ ಅಕ್ರಮ ಚಟುವಟಿಕೆಗಳ ವಿರುದ್ಧ ಪೊಲೀಸರು ದಾಳಿ ನಡೆಸಿ ಪ್ರತ್ಯೇಕ ಪ್ರಕರಣ ದಾಖಲಿಸಿಕೊಂಡಿದ್ದಾರೆ. ಆರೋಪಿಗಳನ್ನು ವಶಕ್ಕೆ ಪಡೆದು ತನಿಖೆ ಕೈಗೊಳ್ಳಲಾಗಿದೆ. ವಶಪಡಿಸಿಕೊಂಡ ವಸ್ತುಗಳ ಮೌಲ್ಯ ಸಾವಿರಾರು ರೂ. ಎಂದು ಅಂದಾಜಿಸಲಾಗಿದೆ. [15, 394, 113, 412]
dateline: ಬಳ್ಳಾರಿ: [15, 795, 24, 799]
article-body: ರಸ್ತೆ ಸಂಚಾರ ನಿಯಮಗಳನ್ನು ಪಾಲಿಸುವವರೇ ನಿಜವಾದ ಹೀರೋಗಳು. ಹೆಲ್ಮೆಟ್ ಧರಿಸಿ ವಾಹನ ಚಲಾಯಿಸುವುದರಿಂದ ಅಪಘಾತಗಳಲ್ಲಿ ಪ್ರಾಣಹಾನಿ ತಪ್ಪಿಸಬಹುದು ಎಂದು ಜಿಲ್ಲಾ ಪೊಲೀಸ್ ವರಿಷ್ಠಾಧಿಕಾರಿ ಹೇಳಿದರು. ನಗರದಲ್ಲಿ ನಡೆದ ರಾಷ್ಟ್ರೀಯ ರಸ್ತೆ ಸುರಕ್ಷತಾ ಮಾಸಾಚರಣೆಯ ಸಮಾರೋಪ ಸಮಾರಂಭದಲ್ಲಿ ಮಾತನಾಡಿದರು. ಯುವಜನರು ಅತಿವೇಗದ ಚಾಲನೆ ಬಿಡಬೇಕು. ಮದ್ಯಪಾನ ಮಾಡಿ ವಾಹನ ಚಲಾಯಿಸಬಾರದು. ಸೀಟ್ ಬೆಲ್ಟ್ ಕಡ್ಡಾಯವಾಗಿ ಧರಿಸಬೇಕು. ಮೊಬೈಲ್ ಬಳಸುತ್ತಾ ವಾಹನ ಚಲಾಯಿಸುವುದು ಅಪಾಯಕಾರಿ. ಸಾರಿಗೆ ಇಲಾಖೆ ಅಧಿಕಾರಿಗಳು, ಪೊಲೀಸ್ ಸಿಬ್ಬಂದಿ ಹಾಗೂ ವಿದ್ಯಾರ್ಥಿಗಳು ಪಾಲ್ಗೊಂಡಿದ್ದರು. ಉತ್ತಮ ಸೇವೆ ಸಲ್ಲಿಸಿದ ಸಿಬ್ಬಂದಿಯನ್ನು ಸನ್ಮಾನಿಸಲಾಯಿತು. ರಸ್ತೆ ಸಂಚಾರ ನಿಯಮಗಳನ್ನು ಪಾಲಿಸುವವರೇ ನಿಜವಾದ ಹೀರೋಗಳು. ಹೆಲ್ಮೆಟ್ ಧರಿಸಿ ವಾಹನ ಚಲಾಯಿಸುವುದರಿಂದ ಅಪಘಾತಗಳಲ್ಲಿ ಪ್ರಾಣಹಾನಿ ತಪ್ಪಿಸಬಹುದು ಎಂದು ಜಿಲ್ಲಾ ಪೊಲೀಸ್ ವರಿಷ್ಠಾಧಿಕಾರಿ ಹೇಳಿದರು. ನಗರದಲ್ಲಿ ನಡೆದ ರಾಷ್ಟ್ರೀಯ ರಸ್ತೆ ಸುರಕ್ಷತಾ ಮಾಸಾಚರಣೆಯ ಸಮಾರೋಪ ಸಮಾರಂಭದಲ್ಲಿ ಮಾತನಾಡಿದರು. ಯುವಜನರು ಅತಿವೇಗದ ಚಾಲನೆ ಬಿಡಬೇಕು. ಮದ್ಯಪಾನ ಮಾಡಿ ವಾಹನ ಚಲಾಯಿಸಬಾರದು. ಸೀಟ್ ಬೆಲ್ಟ್ ಕಡ್ಡಾಯವಾಗಿ ಧರಿಸಬೇಕು. ಮೊಬೈಲ್ ಬಳಸುತ್ತಾ ವಾಹನ ಚಲಾಯಿಸುವುದು ಅಪಾಯಕಾರಿ. ಸಾರಿಗೆ ಇಲಾಖೆ ಅಧಿಕಾರಿಗಳು, ಪೊಲೀಸ್ ಸಿಬ್ಬಂದಿ ಹಾಗೂ ವಿದ್ಯಾರ್ಥಿಗಳು ಪಾಲ್ಗೊಂಡಿದ್ದರು. ಉತ್ತಮ ಸೇವೆ ಸಲ್ಲಿಸಿದ ಸಿಬ್ಬಂದಿಯನ್ನು ಸನ್ಮಾನಿಸಲಾಯಿತು. [356, 791, 437, 874]
poem [19, 106, 109, 148]
article-body: ಬಳ್ಳಾರಿ: ಜಿಲ್ಲೆಯ ವಿವಿಧೆಡೆ ಅಕ್ರಮ ಮರಳು, ಮದ್ಯ ಮಾರಾಟ ಸೇರಿದಂತೆ ವಿವಿಧ ಅಕ್ರಮ ಚಟುವಟಿಕೆಗಳ ವಿರುದ್ಧ ಪೊಲೀಸರು ದಾಳಿ ನಡೆಸಿ ಪ್ರತ್ಯೇಕ ಪ್ರಕರಣ ದಾಖಲಿಸಿಕೊಂಡಿದ್ದಾರೆ. ಆರೋಪಿಗಳನ್ನು ವಶಕ್ಕೆ ಪಡೆದು ತನಿಖೆ ಕೈಗೊಳ್ಳಲಾಗಿದೆ. ವಶಪಡಿಸಿಕೊಂಡ ವಸ್ತುಗಳ ಮೌಲ್ಯ ಸಾವಿರಾರು ರೂ. ಎಂದು ಅಂದಾಜಿಸಲಾಗಿದೆ. ಜಿಲ್ಲೆಯ ವಿವಿಧೆಡೆ ಅಕ್ರಮ ಮರಳು, ಮದ್ಯ ಮಾರಾಟ ಸೇರಿದಂತೆ ವಿವಿಧ ಅಕ್ರಮ ಚಟುವಟಿಕೆಗಳ ವಿರುದ್ಧ ಪೊಲೀಸರು ದಾಳಿ ನಡೆಸಿ ಪ್ರತ್ಯೇಕ ಪ್ರಕರಣ ದಾಖಲಿಸಿಕೊಂಡಿದ್ದಾರೆ. ಆರೋಪಿಗಳನ್ನು ವಶಕ್ಕೆ ಪಡೆದು ತನಿಖೆ ಕೈಗೊಳ್ಳಲಾಗಿದೆ. ವಶಪಡಿಸಿಕೊಂಡ ವಸ್ತುಗಳ ಮೌಲ್ಯ ಸಾವಿರಾರು ರೂ. ಎಂದು ಅಂದಾಜಿಸಲಾಗಿದೆ. [15, 394, 113, 426]
pull-quote: ಮನರೇಗಾ ಹೆಸರು ಬದಲಿಸಿ, ಉದ್ಯೋಗ ಹೆಚ್ಚಳ [85, 578, 149, 592]
byline: ■ ಉದಯವಾಣಿ ಸಮಾಚಾರ [446, 752, 510, 756]
divider-yellow [414, 686, 590, 687]
article-body: ಕುರುಗೋಡು: ಗ್ರಾಮೀಣ ಪ್ರದೇಶದ ಮಹಿಳೆಯರಲ್ಲಿ ಪೌಷ್ಟಿಕತೆ ಕೊರತೆ ಹೆಚ್ಚಾಗಿ ಕಂಡುಬರುತ್ತಿದೆ. ರಕ್ತಹೀನತೆ ಸಮಸ್ಯೆ ನಿವಾರಣೆಗೆ ಸಮತೋಲಿತ ಆಹಾರ ಸೇವನೆ ಅಗತ್ಯ ಎಂದು ವೈದ್ಯಾಧಿಕಾರಿ ಹೇಳಿದರು. ಸೊಪ್ಪು, ತರಕಾರಿ, ಹಣ್ಣುಗಳನ್ನು ಹೆಚ್ಚಾಗಿ ಸೇವಿಸಬೇಕು. ಗರ್ಭಿಣಿಯರು ನಿಯಮಿತ ತಪಾಸಣೆ ಮಾಡಿಸಿಕೊಳ್ಳಬೇಕು. ಅಂಗನವಾಡಿ ಕಾರ್ಯಕರ್ತೆಯರು ಸಹಕರಿಸಬೇಕು ಎಂದರು. ಗ್ರಾಮೀಣ ಪ್ರದೇಶದ ಮಹಿಳೆಯರಲ್ಲಿ ಪೌಷ್ಟಿಕತೆ ಕೊರತೆ ಹೆಚ್ಚಾಗಿ ಕಂಡುಬರುತ್ತಿದೆ. ರಕ್ತಹೀನತೆ ಸಮಸ್ಯೆ ನಿವಾರಣೆಗೆ ಸಮತೋಲಿತ ಆಹಾರ ಸೇವನೆ ಅಗತ್ಯ ಎಂದು ವೈದ್ಯಾಧಿಕಾರಿ ಹೇಳಿದರು. ಸೊಪ್ಪು, ತರಕಾರಿ, ಹಣ್ಣುಗಳನ್ನು ಹೆಚ್ಚಾಗಿ ಸೇವಿಸಬೇಕು. ಗರ್ಭಿಣಿಯರು ನಿಯಮಿತ ತಪಾಸಣೆ ಮಾಡಿಸಿಕೊಳ್ಳಬೇಕು. ಅಂಗನವಾಡಿ ಕಾರ್ಯಕರ್ತೆಯರು ಸಹಕರಿಸಬೇಕು ಎಂದರು. ಗ್ರಾಮೀಣ ಪ್ರದೇಶದ ಮಹಿಳೆಯರಲ್ಲಿ ಪೌಷ್ಟಿಕತೆ ಕೊರತೆ ಹೆಚ್ಚಾಗಿ ಕಂಡುಬರುತ್ತಿದೆ. ರಕ್ತಹೀನತೆ ಸಮಸ್ಯೆ ನಿವಾರಣೆಗೆ ಸಮತೋಲಿತ ಆಹಾರ ಸೇವನೆ ಅಗತ್ಯ ಎಂದು ವೈದ್ಯಾಧಿಕಾರಿ ಹೇಳಿದರು. ಸೊಪ್ಪು, ತರಕಾರಿ, ಹಣ್ಣುಗಳನ್ನು ಹೆಚ್ಚಾಗಿ ಸೇವಿಸಬೇಕು. ಗರ್ಭಿಣಿಯರು ನಿಯಮಿತ ತಪಾಸಣೆ ಮಾಡಿಸಿಕೊಳ್ಳಬೇಕು. ಅಂಗನವಾಡಿ ಕಾರ್ಯಕರ್ತೆಯರು ಸಹಕರಿಸಬೇಕು ಎಂದರು. [416, 566, 588, 598]
bjp-press-meet-photo [15, 506, 217, 567]
dateline: ಬಳ್ಳಾರಿ: [15, 582, 24, 586]
article-body: ಮಕ್ಕಳ ಹಕ್ಕುಗಳನ್ನು ರಕ್ಷಿಸುವುದು ಸಮಾಜದ ಪ್ರತಿಯೊಬ್ಬರ ಕರ್ತವ್ಯವಾಗಿದೆ. ಮಕ್ಕಳ ಶಿಕ್ಷಣ, ಆರೋಗ್ಯ ಹಾಗೂ ಸುರಕ್ಷತೆಗೆ ಎಲ್ಲರೂ ಕೈಜೋಡಿಸಬೇಕು ಎಂದರು. ವಿದ್ಯಾರ್ಥಿಗಳು ಹಾಗೂ ಶಿಕ್ಷಕರು ಪಾಲ್ಗೊಂಡಿದ್ದರು. [442, 397, 512, 415]
students-photo [442, 140, 587, 192]
article-body: ಸಂಡೂರು: ಮಕ್ಕಳ ಹಕ್ಕುಗಳನ್ನು ರಕ್ಷಿಸುವುದು ಸಮಾಜದ ಪ್ರತಿಯೊಬ್ಬರ ಕರ್ತವ್ಯವಾಗಿದೆ. ಮಕ್ಕಳ ಶಿಕ್ಷಣ, ಆರೋಗ್ಯ ಹಾಗೂ ಸುರಕ್ಷತೆಗೆ ಎಲ್ಲರೂ ಕೈಜೋಡಿಸಬೇಕು ಎಂದರು. ವಿದ್ಯಾರ್ಥಿಗಳು ಹಾಗೂ ಶಿಕ್ಷಕರು ಪಾಲ್ಗೊಂಡಿದ್ದರು. ಮಕ್ಕಳ ಹಕ್ಕುಗಳನ್ನು ರಕ್ಷಿಸುವುದು ಸಮಾಜದ ಪ್ರತಿಯೊಬ್ಬರ ಕರ್ತವ್ಯವಾಗಿದೆ. ಮಕ್ಕಳ ಶಿಕ್ಷಣ, ಆರೋಗ್ಯ ಹಾಗೂ ಸುರಕ್ಷತೆಗೆ ಎಲ್ಲರೂ ಕೈಜೋಡಿಸಬೇಕು ಎಂದರು. ವಿದ್ಯಾರ್ಥಿಗಳು ಹಾಗೂ ಶಿಕ್ಷಕರು ಪಾಲ್ಗೊಂಡಿದ್ದರು. ಮಕ್ಕಳ ಹಕ್ಕುಗಳನ್ನು ರಕ್ಷಿಸುವುದು ಸಮಾಜದ ಪ್ರತಿಯೊಬ್ಬರ ಕರ್ತವ್ಯವಾಗಿದೆ. ಮಕ್ಕಳ ಶಿಕ್ಷಣ, ಆರೋಗ್ಯ ಹಾಗೂ ಸುರಕ್ಷತೆಗೆ ಎಲ್ಲರೂ ಕೈಜೋಡಿಸಬೇಕು ಎಂದರು. ವಿದ್ಯಾರ್ಥಿಗಳು ಹಾಗೂ ಶಿಕ್ಷಕರು ಪಾಲ್ಗೊಂಡಿದ್ದರು. [360, 315, 439, 356]
water-level-title: ತುಂಗಭದ್ರಾ ಜಲಾಶಯ ನೀರಿನ ಮಟ್ಟ [288, 18, 439, 34]
article-body: ಮಹಿಳೆಯರು ಸ್ವಸಹಾಯ ಸಂಘಗಳ ಮೂಲಕ ಆರ್ಥಿಕವಾಗಿ ಸಬಲರಾಗಬೇಕು. ಸ್ವಉದ್ಯೋಗ ಕೈಗೊಂಡು ಕುಟುಂಬದ ಆರ್ಥಿಕ ಸ್ಥಿತಿ ಸುಧಾರಿಸಬೇಕು. ಸರ್ಕಾರದ ಯೋಜನೆಗಳ ಸದುಪಯೋಗ ಪಡೆದುಕೊಳ್ಳಬೇಕು ಎಂದು ಸಲಹೆ ನೀಡಿದರು. ಒಕ್ಕೂಟದ ಪದಾಧಿಕಾರಿಗಳು ಹಾಗೂ ಸದಸ್ಯರು ಉಪಸ್ಥಿತರಿದ್ದರು. ಮಹಿಳೆಯರು ಸ್ವಸಹಾಯ ಸಂಘಗಳ ಮೂಲಕ ಆರ್ಥಿಕವಾಗಿ ಸಬಲರಾಗಬೇಕು. ಸ್ವಉದ್ಯೋಗ ಕೈಗೊಂಡು ಕುಟುಂಬದ ಆರ್ಥಿಕ ಸ್ಥಿತಿ ಸುಧಾರಿಸಬೇಕು. ಸರ್ಕಾರದ ಯೋಜನೆಗಳ ಸದುಪಯೋಗ ಪಡೆದುಕೊಳ್ಳಬೇಕು ಎಂದು ಸಲಹೆ ನೀಡಿದರು. ಒಕ್ಕೂಟದ ಪದಾಧಿಕಾರಿಗಳು ಹಾಗೂ ಸದಸ್ಯರು ಉಪಸ್ಥಿತರಿದ್ದರು. [514, 752, 588, 789]
pull-quote-box [85, 578, 149, 620]
road-safety-photo [100, 790, 264, 857]
value-outflow: 635 [482, 44, 529, 54]
article-body: ತಾಲೂಕಿನ ಮಾರಾಳು ಗ್ರಾಮದಲ್ಲಿ ಶ್ರೀ ಸಂಗಮೇಶ್ವರ ಸ್ವಾಮಿಯ ಮಹಾರಥೋತ್ಸವ ಫೆ.2 ರಂದು ಸಂಜೆ ನಡೆಯಲಿದೆ. ಜಾತ್ರೆಯ ಅಂಗವಾಗಿ ವಿವಿಧ ಧಾರ್ಮಿಕ ಕಾರ್ಯಕ್ರಮಗಳನ್ನು ಹಮ್ಮಿಕೊಳ್ಳಲಾಗಿದೆ. ಬೆಳಗ್ಗೆ ರುದ್ರಾಭಿಷೇಕ, ಪೂಜೆ ಹಾಗೂ ಅನ್ನಸಂತರ್ಪಣೆ ನಡೆಯಲಿದೆ. ಭಕ್ತರು ಆಗಮಿಸಿ ಕಾರ್ಯಕ್ರಮವನ್ನು ಯಶಸ್ವಿಗೊಳಿಸಬೇಕೆಂದು ದೇವಸ್ಥಾನ ಸಮಿತಿ ಮನವಿ ಮಾಡಿದೆ. ಸಂಜೆ ರಥೋತ್ಸವದ ಬಳಿಕ ಸಾಂಸ್ಕೃತಿಕ ಕಾರ್ಯಕ್ರಮ ಇರಲಿದೆ. [15, 265, 113, 288]
vbg-caption: ಬಳ್ಳಾರಿ: ನಗರದ ಜಿಲ್ಲಾ ಬಿಜೆಪಿ ಕಚೇರಿಯಲ್ಲಿ ನಡೆದ ಸುದ್ದಿಗೋಷ್ಠಿಯಲ್ಲಿ ಮುಖಂಡರು ಮಾತನಾಡಿದರು. [15, 569, 130, 573]
dateline: ಬಳ್ಳಾರಿ: [226, 512, 235, 516]
left-story-2 [15, 370, 113, 488]
city-title: ಬಳ್ಳಾರಿ [141, 24, 200, 55]
highlight-item: ಕೇಂದ್ರ ಸರ್ಕಾರದ ನಡೆ ವಿರುದ್ಧ ಘೋಷಣೆ [291, 623, 349, 628]
students-caption: ಬಳ್ಳಾರಿ: ನಗರದ ಶಾಲೆಯಲ್ಲಿ ವಿದ್ಯಾರ್ಥಿನಿಯರೊಂದಿಗೆ ಸಸಿಗೆ ನೀರೆರೆಯುವ ಮೂಲಕ ಕಾರ್ಯಕ್ರಮಕ್ಕೆ ಚಾಲನೆ ನೀಡಲಾಯಿತು. [442, 194, 581, 198]
dateline: ಬಳ್ಳಾರಿ: [127, 202, 136, 206]
article-body: ಕೇಂದ್ರ ಸರ್ಕಾರ ಮಹಾತ್ಮಗಾಂಧಿ ರಾಷ್ಟ್ರೀಯ ಗ್ರಾಮೀಣ ಉದ್ಯೋಗ ಖಾತ್ರಿ ಯೋಜನೆಗೆ ತಿದ್ದುಪಡಿ ತಂದಿರುವುದನ್ನು ವಿರೋಧಿಸಿ ಜಿಲ್ಲಾ ಕಾಂಗ್ರೆಸ್ ನೇತೃತ್ವದಲ್ಲಿ ನಗರದಲ್ಲಿ ಪ್ರತಿಭಟನೆ ನಡೆಸಲಾಯಿತು. ಯೋಜನೆಯ ಹೆಸರು ಬದಲಿಸಿರುವುದು ಖಂಡನೀಯ. ಕೂಲಿಕಾರರ ಹಕ್ಕು ಕಸಿದುಕೊಳ್ಳುವ ಹುನ್ನಾರ ನಡೆದಿದೆ. ಕೂಡಲೇ ತಿದ್ದುಪಡಿ ಹಿಂಪಡೆಯಬೇಕು ಎಂದು ಆಗ್ರಹಿಸಿದರು. 100 ದಿನಗಳ ಉದ್ಯೋಗ ಖಾತ್ರಿ ಮುಂದುವರಿಸಬೇಕು ಎಂದು ಒತ್ತಾಯಿಸಿದರು. ಕೇಂದ್ರ ಸರ್ಕಾರ ಮಹಾತ್ಮಗಾಂಧಿ ರಾಷ್ಟ್ರೀಯ ಗ್ರಾಮೀಣ ಉದ್ಯೋಗ ಖಾತ್ರಿ ಯೋಜನೆಗೆ ತಿದ್ದುಪಡಿ ತಂದಿರುವುದನ್ನು ವಿರೋಧಿಸಿ ಜಿಲ್ಲಾ ಕಾಂಗ್ರೆಸ್ ನೇತೃತ್ವದಲ್ಲಿ ನಗರದಲ್ಲಿ ಪ್ರತಿಭಟನೆ ನಡೆಸಲಾಯಿತು. ಯೋಜನೆಯ ಹೆಸರು ಬದಲಿಸಿರುವುದು ಖಂಡನೀಯ. ಕೂಲಿಕಾರರ ಹಕ್ಕು ಕಸಿದುಕೊಳ್ಳುವ ಹುನ್ನಾರ ನಡೆದಿದೆ. ಕೂಡಲೇ ತಿದ್ದುಪಡಿ ಹಿಂಪಡೆಯಬೇಕು ಎಂದು ಆಗ್ರಹಿಸಿದರು. 100 ದಿನಗಳ ಉದ್ಯೋಗ ಖಾತ್ರಿ ಮುಂದುವರಿಸಬೇಕು ಎಂದು ಒತ್ತಾಯಿಸಿದರು. [355, 611, 407, 694]
dani-label: ದನಿ [47, 70, 65, 86]
narega-story [226, 508, 284, 717]
